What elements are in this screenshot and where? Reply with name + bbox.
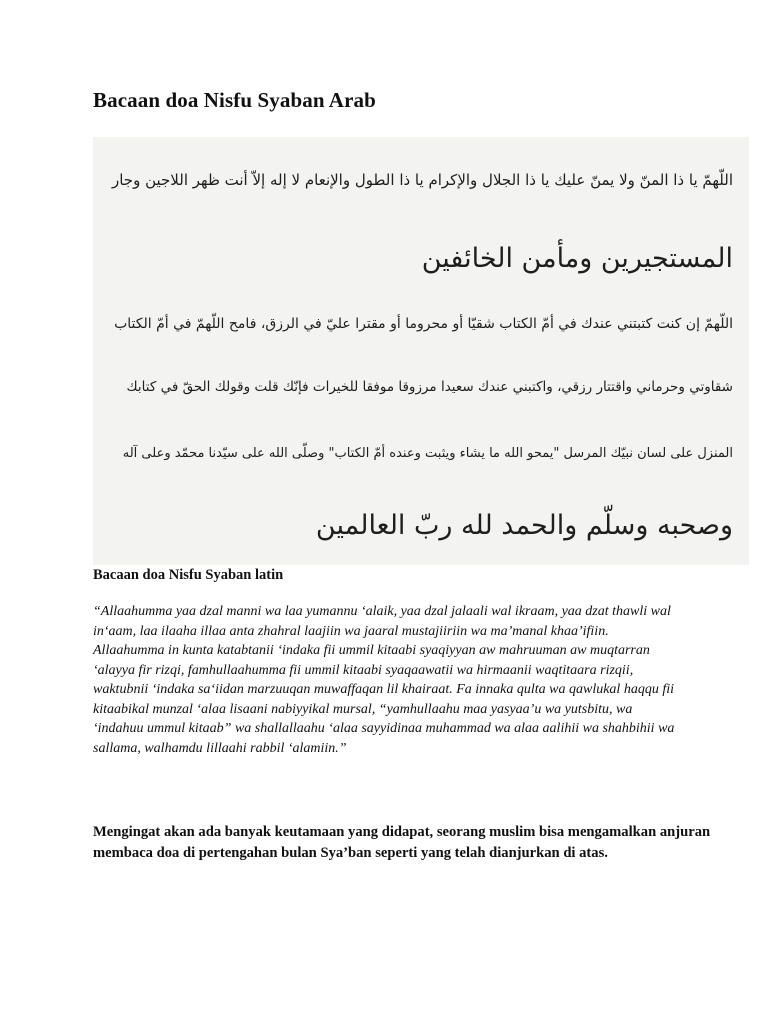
arabic-line-2: المستجيرين ومأمن الخائفين bbox=[421, 243, 733, 274]
arabic-prayer-image bbox=[93, 137, 749, 565]
latin-heading: Bacaan doa Nisfu Syaban latin bbox=[93, 567, 284, 583]
page-title: Bacaan doa Nisfu Syaban Arab bbox=[93, 88, 376, 112]
closing-paragraph: Mengingat akan ada banyak keutamaan yang didapat, seorang muslim bisa mengamalkan anjuran membaca doa di pertengahan bulan Sya’ban seperti yang telah dianjurkan di atas. bbox=[93, 824, 711, 861]
arabic-line-5: المنزل على لسان نبيّك المرسل "يمحو الله ما يشاء ويثبت وعنده أمّ الكتاب" وصلّى الله على سيّدنا محمّد وعلى آله bbox=[122, 446, 733, 461]
arabic-line-3: اللّهمّ إن كنت كتبتني عندك في أمّ الكتاب شقيّا أو محروما أو مقترا عليّ في الرزق، فامح اللّهمّ في أمّ الكتاب bbox=[114, 316, 733, 332]
arabic-line-4: شقاوتي وحرماني واقتتار رزقي، واكتبني عندك سعيدا مرزوقا موفقا للخيرات فإنّك قلت وقولك الحقّ في كتابك bbox=[126, 379, 733, 395]
arabic-line-6: وصحبه وسلّم والحمد لله ربّ العالمين bbox=[315, 510, 733, 541]
latin-transliteration: “Allaahumma yaa dzal manni wa laa yumannu ‘alaik, yaa dzal jalaali wal ikraam, yaa dzat thawli wal in‘aam, laa ilaaha illaa anta zhahral laajiin wa jaaral mustajiiriin wa ma’manal khaa’ifiin. Allaahumma in kunta katabtanii ‘indaka fii ummil kitaabi syaqiyyan aw mahruuman aw muqtarran ‘alayya fir rizqi, famhullaahumma fii ummil kitaabi syaqaawatii wa hirmaanii waqtitaara rizqii, waktubnii ‘indaka sa‘iidan marzuuqan muwaffaqan lil khairaat. Fa innaka qulta wa qawlukal haqqu fii kitaabikal munzal ‘alaa lisaani nabiyyikal mursal, “yamhullaahu maa yasyaa’u wa yutsbitu, wa ‘indahuu ummul kitaab” wa shallallaahu ‘alaa sayyidinaa muhammad wa alaa aalihii wa shahbihii wa sallama, walhamdu lillaahi rabbil ‘alamiin.” bbox=[93, 604, 675, 756]
arabic-line-1: اللّهمّ يا ذا المنّ ولا يمنّ عليك يا ذا الجلال والإكرام يا ذا الطول والإنعام لا إله إلاّ أنت ظهر اللاجين وجار bbox=[111, 171, 733, 189]
